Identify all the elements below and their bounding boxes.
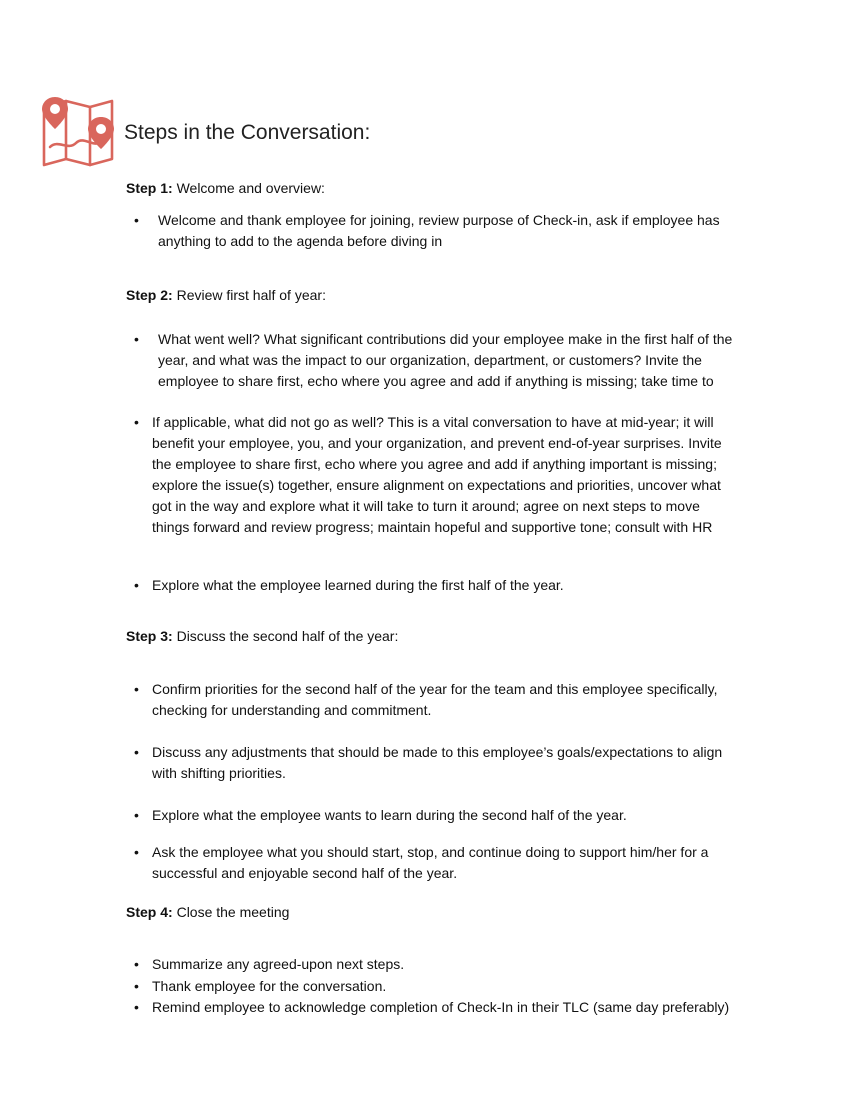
step-4-heading	[126, 902, 289, 922]
step-title: Review first half of year:	[172, 287, 326, 303]
step-label: Step 2:	[126, 287, 173, 303]
step-label: Step 4:	[126, 904, 173, 920]
step-2-heading	[126, 285, 326, 305]
map-pins-icon	[42, 97, 114, 167]
step-3-heading	[126, 626, 398, 646]
list-item: • What went well? What significant contributions did your employee make in the first half of the year, and what was the impact to our organization, department, or customers? Invite the employee to share first, echo where you agree and add if anything is missing; take time to	[134, 331, 733, 389]
step-title: Welcome and overview:	[172, 180, 325, 196]
list-item: • Explore what the employee learned during the first half of the year.	[134, 577, 564, 593]
list-item: • Discuss any adjustments that should be made to this employee’s goals/expectations to align with shifting priorities.	[134, 744, 723, 781]
step-1-heading	[126, 178, 325, 198]
list-item: • Confirm priorities for the second half of the year for the team and this employee specifically, checking for understanding and commitment.	[134, 681, 718, 718]
page-title: Steps in the Conversation:	[124, 121, 371, 144]
step-label: Step 3:	[126, 628, 173, 644]
list-item: • Welcome and thank employee for joining, review purpose of Check-in, ask if employee has anything to add to the agenda before diving in	[134, 212, 720, 249]
list-item: • Summarize any agreed-upon next steps.	[134, 956, 405, 972]
step-label: Step 1:	[126, 180, 173, 196]
list-item: • If applicable, what did not go as well? This is a vital conversation to have at mid-year; it will benefit your employee, you, and your organization, and prevent end-of-year surprises. Invite the employee to share first, echo where you agree and add if anything important is missing; explore the issue(s) together, ensure alignment on expectations and priorities, uncover what got in the way and explore what it will take to turn it around; agree on next steps to move things forward and review progress; maintain hopeful and supportive tone; consult with HR	[134, 414, 722, 535]
step-title: Discuss the second half of the year:	[172, 628, 399, 644]
list-item: • Explore what the employee wants to learn during the second half of the year.	[134, 807, 627, 823]
list-item: • Thank employee for the conversation.	[134, 978, 387, 994]
step-title: Close the meeting	[172, 904, 290, 920]
list-item: • Ask the employee what you should start, stop, and continue doing to support him/her for a successful and enjoyable second half of the year.	[134, 844, 709, 881]
list-item: • Remind employee to acknowledge completion of Check-In in their TLC (same day preferably)	[134, 999, 730, 1015]
